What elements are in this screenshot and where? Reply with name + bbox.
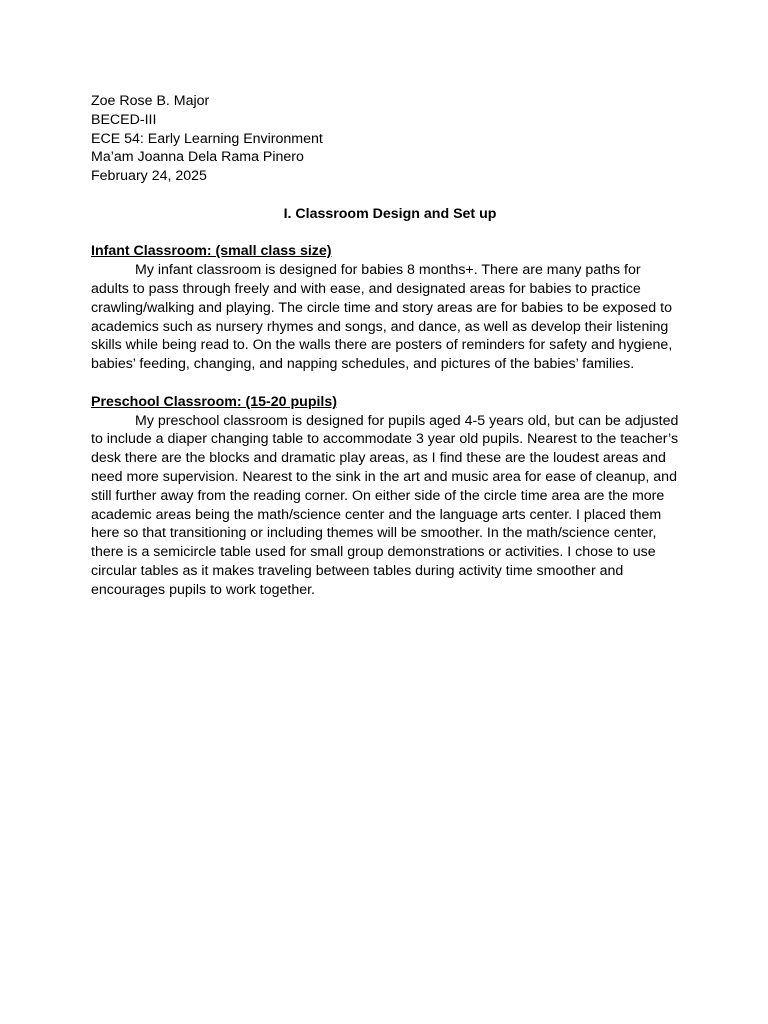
program-line: BECED-III [91,111,157,128]
instructor-line: Ma’am Joanna Dela Rama Pinero [91,149,304,166]
document-content [91,92,681,600]
date-line: February 24, 2025 [91,168,207,185]
section-heading-preschool: Preschool Classroom: (15-20 pupils) [91,393,337,410]
course-line: ECE 54: Early Learning Environment [91,130,323,147]
author-name: Zoe Rose B. Major [91,93,210,109]
section-body-infant: My infant classroom is designed for babies 8 months+. There are many paths for adults to pass through freely and with ease, and designated areas for babies to practice crawling/walking and playing. The circle time and story areas are for babies to be exposed to academics such as nursery rhymes and songs, and dance, as well as develop their listening skills while being read to. On the walls there are posters of reminders for safety and hygiene, babies’ feeding, changing, and napping schedules, and pictures of the babies’ families. [91,262,673,373]
document-title: I. Classroom Design and Set up [283,205,497,222]
section-body-preschool: My preschool classroom is designed for pupils aged 4-5 years old, but can be adjusted to include a diaper changing table to accommodate 3 year old pupils. Nearest to the teacher’s desk there are the blocks and dramatic play areas, as I find these are the loudest areas and need more supervision. Nearest to the sink in the art and music area for ease of cleanup, and still further away from the reading corner. On either side of the circle time area are the more academic areas being the math/science center and the language arts center. I placed them here so that transitioning or including themes will be smoother. In the math/science center, there is a semicircle table used for small group demonstrations or activities. I chose to use circular tables as it makes traveling between tables during activity time smoother and encourages pupils to work together. [91,412,679,598]
section-heading-infant: Infant Classroom: (small class size) [91,243,332,260]
paragraph-spacer [91,374,681,393]
